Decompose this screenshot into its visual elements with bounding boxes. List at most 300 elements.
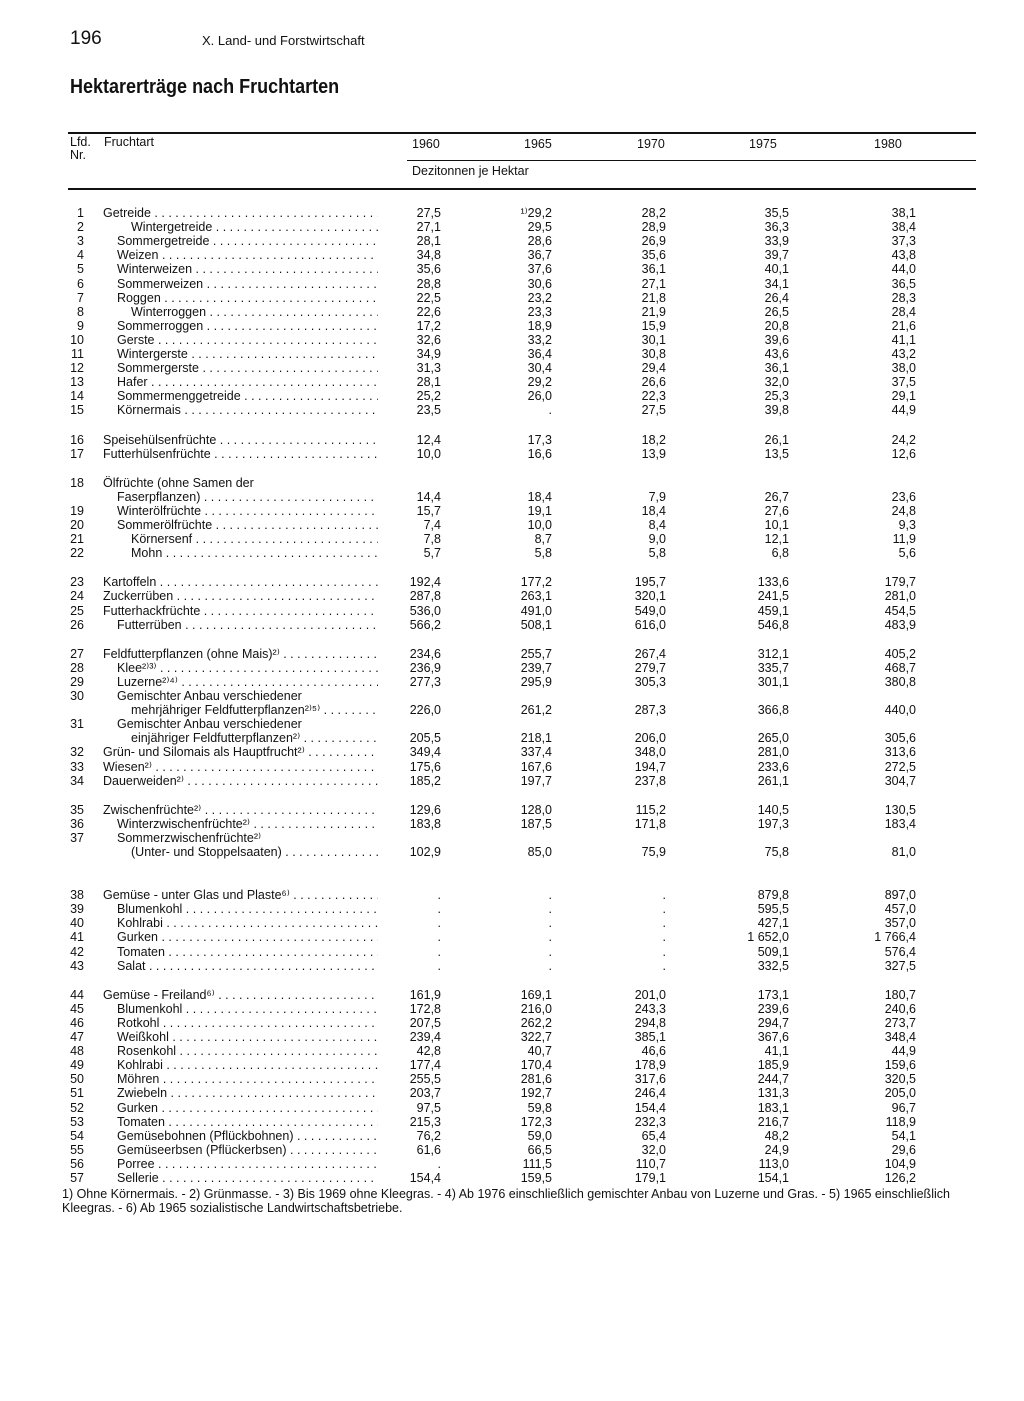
value-1975: 367,6 bbox=[757, 1030, 789, 1044]
table-row bbox=[0, 347, 1024, 361]
value-1965: 23,2 bbox=[527, 290, 552, 305]
value-1960: 12,4 bbox=[416, 432, 441, 447]
value-1970: 317,6 bbox=[634, 1072, 666, 1087]
row-label: Dauerweiden²⁾ . . . bbox=[103, 774, 378, 788]
value-1965: 177,2 bbox=[520, 575, 552, 590]
value-1960: 7,4 bbox=[423, 518, 441, 532]
value-1970: 46,6 bbox=[641, 1044, 666, 1059]
value-1975: 332,5 bbox=[757, 958, 789, 973]
value-1970: . bbox=[662, 944, 666, 959]
value-1970: 29,4 bbox=[641, 361, 666, 376]
row-label: Getreide . . . bbox=[103, 206, 378, 220]
value-1975: 40,1 bbox=[764, 262, 789, 277]
row-label: Zwiebeln . . . bbox=[103, 1086, 378, 1100]
value-1980: 37,3 bbox=[891, 234, 916, 249]
table-row bbox=[0, 831, 1024, 845]
value-1960: . bbox=[437, 1156, 441, 1171]
value-1965: 18,4 bbox=[527, 489, 552, 504]
row-number: 45 bbox=[70, 1001, 84, 1016]
col-header-nr-line1: Lfd. bbox=[70, 135, 91, 149]
row-number: 9 bbox=[77, 318, 84, 333]
value-1965: 17,3 bbox=[527, 432, 552, 447]
value-1965: 37,6 bbox=[527, 262, 552, 277]
value-1980: 272,5 bbox=[884, 759, 916, 774]
value-1975: 140,5 bbox=[757, 802, 789, 817]
table-row bbox=[0, 1157, 1024, 1171]
row-label: Zwischenfrüchte²⁾ . . . bbox=[103, 803, 378, 817]
value-1975: 1 652,0 bbox=[747, 930, 789, 945]
value-1980: 468,7 bbox=[884, 660, 916, 675]
col-header-1980: 1980 bbox=[874, 137, 902, 151]
value-1960: 5,7 bbox=[423, 546, 441, 561]
value-1980: 440,0 bbox=[884, 703, 916, 718]
row-number: 12 bbox=[70, 361, 84, 376]
table-row bbox=[0, 433, 1024, 447]
value-1975: 33,9 bbox=[764, 234, 789, 249]
value-1970: 171,8 bbox=[634, 816, 666, 831]
value-1970: . bbox=[662, 958, 666, 973]
value-1960: 14,4 bbox=[416, 489, 441, 504]
value-1975: 427,1 bbox=[757, 916, 789, 931]
value-1960: 31,3 bbox=[416, 361, 441, 376]
table-row bbox=[0, 774, 1024, 788]
value-1980: 24,8 bbox=[891, 503, 916, 518]
value-1980: 240,6 bbox=[884, 1001, 916, 1016]
value-1980: 43,8 bbox=[891, 248, 916, 263]
col-header-1960: 1960 bbox=[412, 137, 440, 151]
row-label: Möhren . . . bbox=[103, 1072, 378, 1086]
value-1965: 66,5 bbox=[527, 1142, 552, 1157]
row-label: Roggen . . . bbox=[103, 291, 378, 305]
table-row bbox=[0, 817, 1024, 831]
row-label: Wintergerste . . . bbox=[103, 347, 378, 361]
value-1960: . bbox=[437, 930, 441, 945]
table-row bbox=[0, 490, 1024, 504]
value-1960: . bbox=[437, 944, 441, 959]
table-row bbox=[0, 845, 1024, 859]
value-1970: 13,9 bbox=[641, 446, 666, 461]
row-label: Zuckerrüben . . . bbox=[103, 589, 378, 603]
value-1960: 226,0 bbox=[409, 703, 441, 718]
value-1970: 194,7 bbox=[634, 759, 666, 774]
row-number: 3 bbox=[77, 234, 84, 249]
value-1960: 154,4 bbox=[409, 1171, 441, 1185]
row-number: 21 bbox=[70, 532, 84, 547]
value-1980: 43,2 bbox=[891, 347, 916, 361]
value-1965: 322,7 bbox=[520, 1030, 552, 1044]
value-1975: 32,0 bbox=[764, 375, 789, 390]
row-label: Kartoffeln . . . bbox=[103, 575, 378, 589]
row-number: 36 bbox=[70, 816, 84, 831]
value-1960: 61,6 bbox=[416, 1142, 441, 1157]
page-number: 196 bbox=[70, 28, 102, 49]
value-1960: 34,8 bbox=[416, 248, 441, 263]
value-1975: 509,1 bbox=[757, 944, 789, 959]
row-number: 16 bbox=[70, 432, 84, 447]
unit-label: Dezitonnen je Hektar bbox=[412, 164, 529, 178]
row-number: 37 bbox=[70, 830, 84, 845]
value-1970: 246,4 bbox=[634, 1086, 666, 1101]
value-1970: 7,9 bbox=[648, 489, 666, 504]
value-1980: 281,0 bbox=[884, 589, 916, 604]
row-label: Luzerne²⁾⁴⁾ . . . bbox=[103, 675, 378, 689]
table-row bbox=[0, 575, 1024, 589]
row-number: 24 bbox=[70, 589, 84, 604]
row-number: 11 bbox=[71, 347, 84, 361]
table-row bbox=[0, 689, 1024, 703]
table-row bbox=[0, 647, 1024, 661]
table-row bbox=[0, 988, 1024, 1002]
row-number: 41 bbox=[70, 930, 84, 945]
row-label: Gerste . . . bbox=[103, 333, 378, 347]
table-row bbox=[0, 1086, 1024, 1100]
row-number: 48 bbox=[70, 1044, 84, 1059]
value-1980: 54,1 bbox=[891, 1128, 916, 1143]
value-1980: 38,0 bbox=[891, 361, 916, 376]
value-1965: 255,7 bbox=[520, 646, 552, 661]
value-1965: 169,1 bbox=[520, 987, 552, 1002]
value-1965: 295,9 bbox=[520, 674, 552, 689]
row-number: 54 bbox=[70, 1128, 84, 1143]
row-label: Klee²⁾³⁾ . . . bbox=[103, 661, 378, 675]
value-1965: . bbox=[548, 958, 552, 973]
value-1975: 301,1 bbox=[757, 674, 789, 689]
value-1975: 233,6 bbox=[757, 759, 789, 774]
value-1960: 192,4 bbox=[409, 575, 441, 590]
table-row bbox=[0, 319, 1024, 333]
value-1980: 305,6 bbox=[884, 731, 916, 746]
table-row bbox=[0, 604, 1024, 618]
row-label: Gemüseerbsen (Pflückerbsen) . . . bbox=[103, 1143, 378, 1157]
value-1975: 26,1 bbox=[764, 432, 789, 447]
value-1975: 48,2 bbox=[764, 1128, 789, 1143]
value-1965: 28,6 bbox=[527, 234, 552, 249]
col-header-1965: 1965 bbox=[524, 137, 552, 151]
value-1980: 348,4 bbox=[884, 1030, 916, 1044]
table-row bbox=[0, 902, 1024, 916]
value-1980: 96,7 bbox=[891, 1100, 916, 1115]
row-label: Gemüse - Freiland⁶⁾ . . . bbox=[103, 988, 378, 1002]
value-1960: 161,9 bbox=[409, 987, 441, 1002]
row-number: 47 bbox=[70, 1030, 84, 1044]
value-1970: 385,1 bbox=[634, 1030, 666, 1044]
row-number: 53 bbox=[70, 1114, 84, 1129]
value-1960: 7,8 bbox=[423, 532, 441, 547]
value-1970: 30,1 bbox=[641, 332, 666, 347]
value-1970: 21,8 bbox=[641, 290, 666, 305]
table-row bbox=[0, 959, 1024, 973]
value-1960: 34,9 bbox=[416, 347, 441, 361]
row-label: Sellerie . . . bbox=[103, 1171, 378, 1185]
row-label: Kohlrabi . . . bbox=[103, 1058, 378, 1072]
value-1980: 483,9 bbox=[884, 617, 916, 632]
value-1980: 130,5 bbox=[884, 802, 916, 817]
value-1975: 294,7 bbox=[757, 1015, 789, 1030]
row-label: Blumenkohl . . . bbox=[103, 1002, 378, 1016]
value-1960: 177,4 bbox=[409, 1058, 441, 1073]
value-1960: 255,5 bbox=[409, 1072, 441, 1087]
value-1965: 218,1 bbox=[520, 731, 552, 746]
value-1975: 36,3 bbox=[764, 220, 789, 235]
value-1980: 12,6 bbox=[891, 446, 916, 461]
table-row bbox=[0, 234, 1024, 248]
value-1975: 10,1 bbox=[764, 518, 789, 532]
value-1975: 335,7 bbox=[757, 660, 789, 675]
table-row bbox=[0, 916, 1024, 930]
value-1965: 59,0 bbox=[527, 1128, 552, 1143]
value-1960: 183,8 bbox=[409, 816, 441, 831]
table-row bbox=[0, 1016, 1024, 1030]
value-1980: 357,0 bbox=[884, 916, 916, 931]
value-1980: 457,0 bbox=[884, 902, 916, 917]
value-1960: 23,5 bbox=[416, 403, 441, 418]
value-1975: 133,6 bbox=[757, 575, 789, 590]
value-1965: 197,7 bbox=[520, 773, 552, 788]
row-label: Körnermais . . . bbox=[103, 403, 378, 417]
row-number: 18 bbox=[70, 475, 84, 490]
value-1960: 215,3 bbox=[409, 1114, 441, 1129]
row-number: 56 bbox=[70, 1156, 84, 1171]
value-1975: 546,8 bbox=[757, 617, 789, 632]
row-number: 25 bbox=[70, 603, 84, 618]
table-row bbox=[0, 504, 1024, 518]
value-1970: 115,2 bbox=[635, 802, 666, 817]
value-1975: 595,5 bbox=[757, 902, 789, 917]
row-number: 1 bbox=[77, 206, 84, 220]
table-row bbox=[0, 760, 1024, 774]
row-number: 4 bbox=[77, 248, 84, 263]
value-1975: 185,9 bbox=[757, 1058, 789, 1073]
row-number: 52 bbox=[70, 1100, 84, 1115]
value-1965: 33,2 bbox=[527, 332, 552, 347]
value-1970: 110,7 bbox=[635, 1156, 666, 1171]
table-row bbox=[0, 930, 1024, 944]
table-row bbox=[0, 262, 1024, 276]
value-1970: 549,0 bbox=[634, 603, 666, 618]
value-1960: 536,0 bbox=[409, 603, 441, 618]
value-1980: 304,7 bbox=[884, 773, 916, 788]
value-1980: 180,7 bbox=[884, 987, 916, 1002]
value-1970: 21,9 bbox=[641, 304, 666, 319]
value-1965: . bbox=[548, 944, 552, 959]
value-1975: 39,8 bbox=[764, 403, 789, 418]
row-number: 30 bbox=[70, 689, 84, 703]
row-number: 31 bbox=[70, 717, 84, 732]
row-number: 13 bbox=[70, 375, 84, 390]
table-row bbox=[0, 888, 1024, 902]
value-1970: 30,8 bbox=[641, 347, 666, 361]
value-1960: 42,8 bbox=[416, 1044, 441, 1059]
value-1960: 35,6 bbox=[416, 262, 441, 277]
value-1980: 126,2 bbox=[884, 1171, 916, 1185]
value-1980: 24,2 bbox=[891, 432, 916, 447]
table-row bbox=[0, 305, 1024, 319]
value-1975: 879,8 bbox=[757, 888, 789, 903]
value-1975: 36,1 bbox=[764, 361, 789, 376]
value-1960: 27,5 bbox=[416, 206, 441, 220]
row-label: Futterrüben . . . bbox=[103, 618, 378, 632]
table-row bbox=[0, 375, 1024, 389]
value-1975: 281,0 bbox=[757, 745, 789, 760]
value-1975: 244,7 bbox=[757, 1072, 789, 1087]
value-1970: 267,4 bbox=[634, 646, 666, 661]
row-number: 2 bbox=[77, 220, 84, 235]
value-1970: 178,9 bbox=[634, 1058, 666, 1073]
table-row bbox=[0, 1143, 1024, 1157]
value-1960: 27,1 bbox=[416, 220, 441, 235]
value-1970: 9,0 bbox=[648, 532, 666, 547]
row-number: 32 bbox=[70, 745, 84, 760]
value-1965: 192,7 bbox=[520, 1086, 552, 1101]
table-row bbox=[0, 546, 1024, 560]
row-number: 49 bbox=[70, 1058, 84, 1073]
table-row bbox=[0, 447, 1024, 461]
row-number: 55 bbox=[70, 1142, 84, 1157]
value-1965: . bbox=[548, 902, 552, 917]
row-label: Wintergetreide . . . bbox=[103, 220, 378, 234]
value-1980: 11,9 bbox=[892, 532, 916, 547]
value-1980: 81,0 bbox=[891, 845, 916, 859]
row-label: Grün- und Silomais als Hauptfrucht²⁾ . . . bbox=[103, 745, 378, 759]
value-1965: 281,6 bbox=[520, 1072, 552, 1087]
row-number: 26 bbox=[70, 617, 84, 632]
row-label: mehrjähriger Feldfutterpflanzen²⁾⁵⁾ . . . bbox=[103, 703, 378, 717]
row-number: 23 bbox=[70, 575, 84, 590]
value-1960: 76,2 bbox=[416, 1128, 441, 1143]
value-1975: 27,6 bbox=[764, 503, 789, 518]
value-1960: 22,6 bbox=[416, 304, 441, 319]
value-1960: 10,0 bbox=[416, 446, 441, 461]
row-number: 44 bbox=[70, 987, 84, 1002]
value-1965: 172,3 bbox=[520, 1114, 552, 1129]
row-number: 50 bbox=[70, 1072, 84, 1087]
value-1965: 40,7 bbox=[527, 1044, 552, 1059]
value-1975: 39,7 bbox=[764, 248, 789, 263]
value-1960: 22,5 bbox=[416, 290, 441, 305]
row-number: 15 bbox=[70, 403, 84, 418]
row-label: Faserpflanzen) . . . bbox=[103, 490, 378, 504]
row-label: Ölfrüchte (ohne Samen der bbox=[103, 475, 254, 490]
value-1980: 576,4 bbox=[884, 944, 916, 959]
row-label: Körnersenf . . . bbox=[103, 532, 378, 546]
value-1970: 287,3 bbox=[634, 703, 666, 718]
value-1980: 179,7 bbox=[884, 575, 916, 590]
value-1960: . bbox=[437, 916, 441, 931]
row-label: Gemischter Anbau verschiedener bbox=[117, 717, 302, 732]
row-label: Sommergerste . . . bbox=[103, 361, 378, 375]
row-number: 14 bbox=[70, 389, 84, 404]
value-1970: 243,3 bbox=[634, 1001, 666, 1016]
page-title: Hektarerträge nach Fruchtarten bbox=[70, 76, 340, 98]
value-1980: 5,6 bbox=[898, 546, 916, 561]
table-row bbox=[0, 803, 1024, 817]
value-1975: 183,1 bbox=[757, 1100, 789, 1115]
running-header: X. Land- und Forstwirtschaft bbox=[202, 33, 365, 48]
value-1980: 21,6 bbox=[891, 318, 916, 333]
row-number: 57 bbox=[70, 1171, 84, 1185]
value-1975: 24,9 bbox=[764, 1142, 789, 1157]
value-1960: . bbox=[437, 888, 441, 903]
row-label: Blumenkohl . . . bbox=[103, 902, 378, 916]
row-number: 7 bbox=[77, 290, 84, 305]
unit-rule bbox=[407, 160, 976, 161]
col-header-1975: 1975 bbox=[749, 137, 777, 151]
row-label: Feldfutterpflanzen (ohne Mais)²⁾ . . . bbox=[103, 647, 378, 661]
value-1970: 206,0 bbox=[634, 731, 666, 746]
row-number: 27 bbox=[70, 646, 84, 661]
value-1965: 16,6 bbox=[527, 446, 552, 461]
value-1970: 154,4 bbox=[634, 1100, 666, 1115]
value-1965: 491,0 bbox=[520, 603, 552, 618]
value-1965: 5,8 bbox=[534, 546, 552, 561]
row-label: Winterölfrüchte . . . bbox=[103, 504, 378, 518]
value-1970: . bbox=[662, 888, 666, 903]
value-1960: 97,5 bbox=[416, 1100, 441, 1115]
row-number: 46 bbox=[70, 1015, 84, 1030]
value-1975: 41,1 bbox=[764, 1044, 789, 1059]
value-1965: 263,1 bbox=[520, 589, 552, 604]
row-label: Salat . . . bbox=[103, 959, 378, 973]
value-1975: 13,5 bbox=[764, 446, 789, 461]
value-1970: 36,1 bbox=[641, 262, 666, 277]
table-row bbox=[0, 1171, 1024, 1185]
value-1960: 17,2 bbox=[416, 318, 441, 333]
value-1965: 29,2 bbox=[527, 375, 552, 390]
value-1970: 237,8 bbox=[634, 773, 666, 788]
row-number: 28 bbox=[70, 660, 84, 675]
header-bottom-rule bbox=[68, 188, 976, 190]
row-label: Wiesen²⁾ . . . bbox=[103, 760, 378, 774]
table-row bbox=[0, 1115, 1024, 1129]
value-1975: 265,0 bbox=[757, 731, 789, 746]
value-1980: 41,1 bbox=[891, 332, 916, 347]
row-label: Gemischter Anbau verschiedener bbox=[117, 689, 302, 703]
row-label: Winterroggen . . . bbox=[103, 305, 378, 319]
col-header-nr-line2: Nr. bbox=[70, 148, 86, 162]
row-number: 39 bbox=[70, 902, 84, 917]
row-label: Winterzwischenfrüchte²⁾ . . . bbox=[103, 817, 378, 831]
value-1965: 36,7 bbox=[527, 248, 552, 263]
row-number: 10 bbox=[70, 332, 84, 347]
table-row bbox=[0, 1002, 1024, 1016]
value-1980: 454,5 bbox=[884, 603, 916, 618]
value-1960: 185,2 bbox=[409, 773, 441, 788]
value-1970: 348,0 bbox=[634, 745, 666, 760]
value-1965: 59,8 bbox=[527, 1100, 552, 1115]
value-1965: 8,7 bbox=[534, 532, 552, 547]
value-1970: . bbox=[662, 916, 666, 931]
value-1960: 175,6 bbox=[409, 759, 441, 774]
value-1970: 28,9 bbox=[641, 220, 666, 235]
table-row bbox=[0, 945, 1024, 959]
value-1970: 28,2 bbox=[641, 206, 666, 220]
value-1960: 234,6 bbox=[409, 646, 441, 661]
row-label: Weizen . . . bbox=[103, 248, 378, 262]
value-1975: 26,5 bbox=[764, 304, 789, 319]
row-label: Winterweizen . . . bbox=[103, 262, 378, 276]
table-row bbox=[0, 1044, 1024, 1058]
value-1960: 287,8 bbox=[409, 589, 441, 604]
value-1960: 205,5 bbox=[409, 731, 441, 746]
value-1970: 22,3 bbox=[641, 389, 666, 404]
row-number: 34 bbox=[70, 773, 84, 788]
table-row bbox=[0, 532, 1024, 546]
value-1980: 9,3 bbox=[898, 518, 916, 532]
row-label: Gurken . . . bbox=[103, 1101, 378, 1115]
value-1975: 34,1 bbox=[764, 276, 789, 291]
value-1980: 320,5 bbox=[884, 1072, 916, 1087]
col-header-1970: 1970 bbox=[637, 137, 665, 151]
